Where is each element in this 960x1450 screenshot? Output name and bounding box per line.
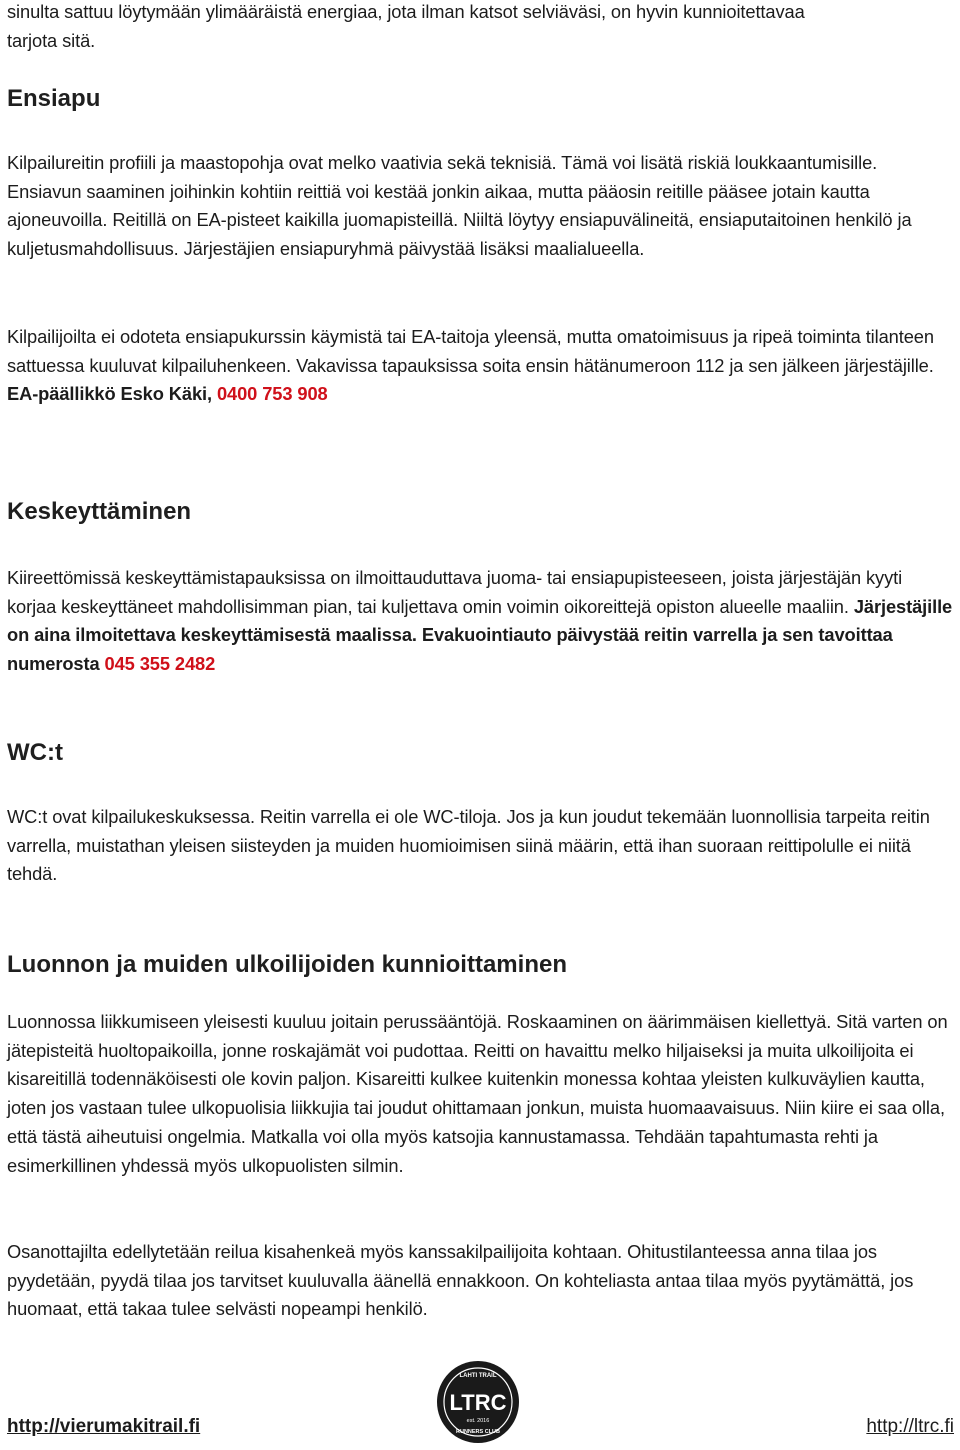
- logo-bottom-text: RUNNERS CLUB: [456, 1429, 500, 1435]
- logo-main-text: LTRC: [449, 1390, 507, 1415]
- heading-ensiapu: Ensiapu: [7, 85, 101, 112]
- keskeyttaminen-paragraph: [7, 564, 955, 679]
- ensiapu-paragraph-2-text: Kilpailijoilta ei odoteta ensiapukurssin käymistä tai EA-taitoja yleensä, mutta omatoimisuus ja ripeä toiminta tilanteen sattuessa kuuluvat kilpailuhenkeen. Vakavissa tapauksissa soita ensin hätänumeroon 112 ja sen jälkeen järjestäjille.: [7, 326, 934, 376]
- heading-wc: WC:t: [7, 739, 63, 766]
- keskeyttaminen-text: Kiireettömissä keskeyttämistapauksissa on ilmoittauduttava juoma- tai ensiapupisteeseen, joista järjestäjän kyyti korjaa keskeyttäneet mahdollisimman pian, tai kuljettava omin voimin oikoreittejä opiston alueelle maaliin.: [7, 567, 903, 617]
- heading-keskeyttaminen: Keskeyttäminen: [7, 498, 192, 525]
- wc-paragraph: WC:t ovat kilpailukeskuksessa. Reitin varrella ei ole WC-tiloja. Jos ja kun joudut tekemään luonnollisia tarpeita reitin varrella, muistathan yleisen siisteyden ja muiden huomioimisen siinä määrin, että ihan suoraan reittipolulle ei niitä tehdä.: [7, 806, 930, 885]
- logo-top-text: LAHTI TRAIL: [459, 1373, 497, 1379]
- heading-luonto: Luonnon ja muiden ulkoilijoiden kunnioittaminen: [7, 951, 567, 978]
- luonto-paragraph-2: Osanottajilta edellytetään reilua kisahenkeä myös kanssakilpailijoita kohtaan. Ohitustilanteessa anna tilaa jos pyydetään, pyydä tilaa jos tarvitset kuuluvalla äänellä ennakkoon. On kohteliasta antaa tilaa myös pyytämättä, jos huomaat, että takaa tulee selvästi nopeampi henkilö.: [7, 1241, 914, 1320]
- ensiapu-paragraph-1: Kilpailureitin profiili ja maastopohja ovat melko vaativia sekä teknisiä. Tämä voi lisätä riskiä loukkaantumisille. Ensiavun saaminen joihinkin kohtiin reittiä voi kestää jonkin aikaa, mutta pääosin reitille pääsee jotain kautta ajoneuvoilla. Reitillä on EA-pisteet kaikilla juomapisteillä. Niiltä löytyy ensiapuvälineitä, ensiaputaitoinen henkilö ja kuljetusmahdollisuus. Järjestäjien ensiapuryhmä päivystää lisäksi maalialueella.: [7, 152, 912, 260]
- vierumakitrail-link[interactable]: http://vierumakitrail.fi: [7, 1416, 201, 1437]
- ea-manager-phone: 0400 753 908: [216, 383, 328, 405]
- ea-manager-label: EA-päällikkö Esko Käki,: [7, 383, 212, 405]
- evacuation-phone: 045 355 2482: [104, 653, 216, 675]
- ensiapu-paragraph-2: [7, 323, 955, 409]
- luonto-paragraph-1: Luonnossa liikkumiseen yleisesti kuuluu joitain perussääntöjä. Roskaaminen on äärimmäisen kiellettyä. Sitä varten on jätepisteitä huoltopaikoilla, jonne roskajämät voi pudottaa. Reitti on havaittu melko hiljaiseksi ja muita ulkoilijoita ei kisareitillä todennäköisesti ole kovin paljon. Kisareitti kulkee kuitenkin monessa kohtaa yleisten kulkuväylien kautta, joten jos vastaan tulee ulkopuolisia liikkujia tai joudut ohittamaan jonkun, muista huomaavaisuus. Niin kiire ei saa olla, että tästä aiheutuisi ongelmia. Matkalla voi olla myös katsojia kannustamassa. Tehdään tapahtumasta rehti ja esimerkillinen yhdessä myös ulkopuolisten silmin.: [7, 1011, 948, 1176]
- intro-paragraph: sinulta sattuu löytymään ylimääräistä energiaa, jota ilman katsot selviäväsi, on hyvin kunnioitettavaa tarjota sitä.: [7, 1, 805, 51]
- evacuation-text: Evakuointiauto päivystää reitin varrella ja sen tavoittaa numerosta: [7, 624, 893, 675]
- keskeyttaminen-notice: Järjestäjille on aina ilmoitettava keskeyttämisestä maalissa.: [7, 595, 953, 646]
- ltrc-logo: [436, 1360, 520, 1444]
- ltrc-link[interactable]: http://ltrc.fi: [866, 1416, 954, 1437]
- logo-est-text: est. 2016: [466, 1418, 490, 1424]
